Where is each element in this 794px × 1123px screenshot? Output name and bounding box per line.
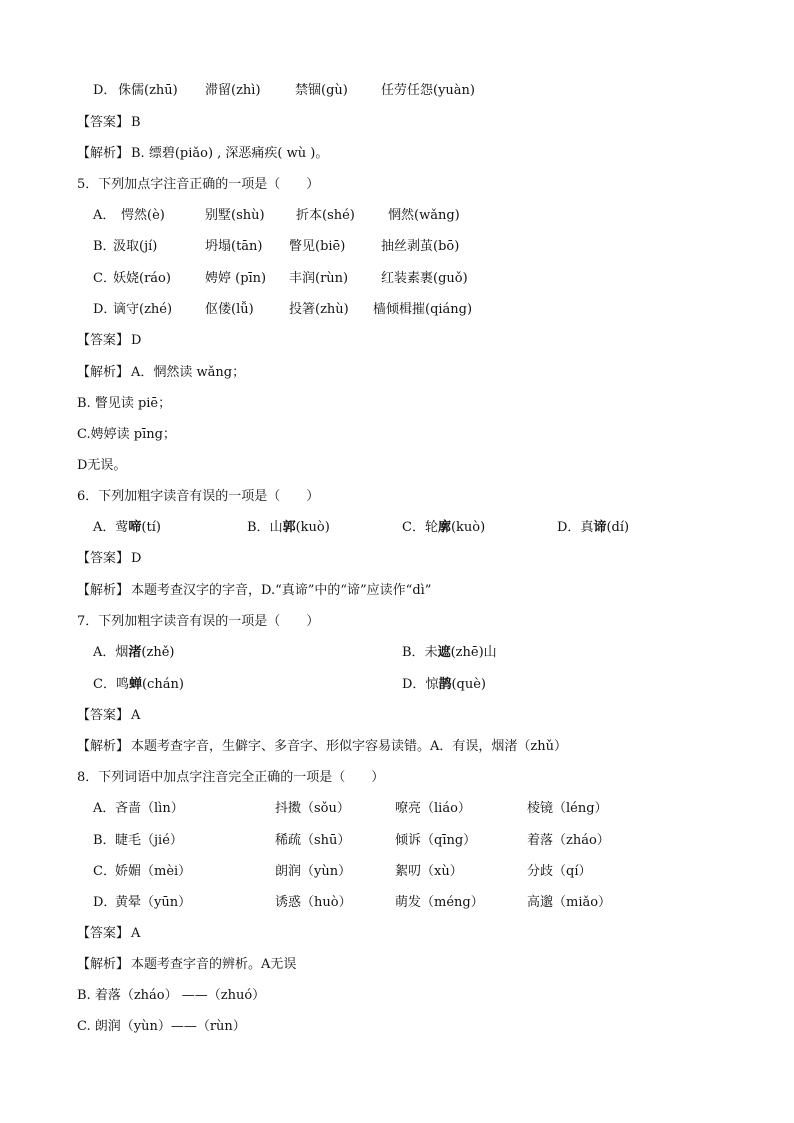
option-label: A． [93,520,116,535]
analysis-text: D无误。 [77,458,127,473]
pinyin: (zhě) [141,645,175,660]
option-item: 朗润（yùn） [275,864,352,879]
q5-option-b [0,236,794,258]
option-label: D． [93,302,117,317]
bold-char: 谛 [593,520,607,535]
q5-option-a [0,205,794,227]
option-item: 坍塌(tān) [205,239,263,254]
option-item: 诱惑（huò） [275,895,352,910]
analysis-tag: 【解析】 [77,583,130,598]
option-item: 瞥见(biē) [289,239,346,254]
q6-analysis [0,580,794,602]
option-item: 着落（zháo） [527,833,610,848]
option-label: A． [93,645,116,660]
option-item: 吝啬（lìn） [115,801,184,816]
analysis-text: C.娉婷读 pīng； [77,427,176,442]
option-item: 抽丝剥茧(bō) [381,239,460,254]
q6-stem [0,486,794,508]
option-word: 轮 [424,520,438,535]
option-item: 惘然(wǎng) [388,208,460,223]
option-label: A． [93,801,116,816]
answer-tag: 【答案】 [77,333,130,348]
option-item: 高邈（miǎo） [527,895,612,910]
option-item: 娇媚（mèi） [115,864,192,879]
answer-value: B [131,115,141,130]
q5-option-d [0,299,794,321]
option-item: 分歧（qí） [527,864,592,879]
bold-char: 郭 [282,520,296,535]
q7-stem [0,611,794,633]
q8-analysis [0,954,794,976]
option-b [402,642,497,664]
option-word: 山 [269,520,283,535]
question-stem: 6．下列加粗字读音有误的一项是（ ） [77,489,320,504]
option-item: 絮叨（xù） [395,864,463,879]
pinyin: (chán) [141,677,184,692]
option-item: 任劳任怨(yuàn) [381,83,475,98]
option-item: 红装素裹(guǒ) [381,271,468,286]
option-item: 愕然(è) [121,208,165,223]
option-item: 娉婷 (pīn) [205,271,267,286]
option-word: 烟 [115,645,129,660]
question-stem: 7．下列加粗字读音有误的一项是（ ） [77,614,320,629]
option-item: 谪守(zhé) [113,302,173,317]
pinyin: (dí) [606,520,630,535]
bold-char: 渚 [128,645,142,660]
option-a [93,517,161,539]
q5-answer [0,330,794,352]
option-label: D． [557,520,581,535]
option-item: 妖娆(ráo) [113,271,171,286]
pinyin: (kuò) [450,520,486,535]
q5-analysis-line [0,455,794,477]
q7-analysis [0,736,794,758]
option-item: 禁锢(gù) [295,83,348,98]
option-item: 棱镜（léng） [527,801,608,816]
q7-answer [0,705,794,727]
analysis-text: B. 瞥见读 piē； [77,396,172,411]
pinyin: (kuò) [295,520,330,535]
option-item: 折本(shé) [296,208,355,223]
option-label: B． [402,645,425,660]
q8-answer [0,923,794,945]
option-item: 黄晕（yūn） [115,895,192,910]
option-item: 抖擞（sǒu） [275,801,350,816]
analysis-text: C. 朗润（yùn）——（rùn） [77,1019,246,1034]
analysis-text: B. 着落（zháo） ——（zhuó） [77,988,266,1003]
q8-analysis-line [0,985,794,1007]
pinyin: (zhē)山 [450,645,497,660]
pinyin: (què) [451,677,486,692]
analysis-tag: 【解析】 [77,739,130,754]
option-item: 睫毛（jié） [115,833,183,848]
answer-value: D [131,333,142,348]
option-a [93,642,174,664]
answer-value: D [131,551,142,566]
option-label: C． [93,677,116,692]
q8-option-b [0,830,794,852]
analysis-tag: 【解析】 [77,957,130,972]
question-stem: 8．下列词语中加点字注音完全正确的一项是（ ） [77,770,385,785]
q6-answer [0,548,794,570]
q4-answer [0,112,794,134]
question-stem: 5．下列加点字注音正确的一项是（ ） [77,177,320,192]
q4-analysis [0,143,794,165]
q8-option-c [0,861,794,883]
option-label: C． [93,271,116,286]
option-label: B． [93,833,116,848]
option-item: 樯倾楫摧(qiáng) [373,302,473,317]
option-word: 鸣 [115,677,129,692]
q7-options-row1 [0,642,794,664]
option-item: 倾诉（qīng） [395,833,477,848]
pinyin: (tí) [141,520,161,535]
option-label: C． [402,520,425,535]
q8-analysis-line [0,1016,794,1038]
answer-value: A [131,708,141,723]
q8-option-d [0,892,794,914]
option-word: 莺 [115,520,129,535]
q8-stem [0,767,794,789]
q5-option-c [0,268,794,290]
option-label: D． [93,83,117,98]
option-label: C． [93,864,116,879]
q8-option-a [0,798,794,820]
q6-options [0,517,794,539]
option-d [402,674,486,696]
option-b [247,517,330,539]
option-item: 汲取(jí) [113,239,158,254]
bold-char: 啼 [128,520,142,535]
option-item: 别墅(shù) [205,208,265,223]
option-word: 真 [580,520,594,535]
option-label: B． [93,239,116,254]
option-label: D． [93,895,117,910]
option-d [557,517,629,539]
analysis-text: 本题考查汉字的字音，D.“真谛”中的“谛”应读作“dì” [131,583,432,598]
q5-analysis [0,362,794,384]
q5-stem [0,174,794,196]
analysis-text: B. 缥碧(piǎo) , 深恶痛疾( wù )。 [131,146,329,161]
analysis-text: 本题考查字音，生僻字、多音字、形似字容易读错。A．有误，烟渚（zhǔ） [131,739,567,754]
answer-value: A [131,926,141,941]
option-label: D． [402,677,426,692]
option-item: 丰润(rùn) [289,271,349,286]
option-item: 滞留(zhì) [205,83,261,98]
q4-option-d [0,80,794,102]
q5-analysis-line [0,424,794,446]
answer-tag: 【答案】 [77,551,130,566]
bold-char: 廓 [437,520,451,535]
q5-analysis-line [0,393,794,415]
option-c [93,674,184,696]
option-item: 投箸(zhù) [289,302,349,317]
option-label: B． [247,520,270,535]
option-c [402,517,485,539]
option-item: 伛偻(lǚ) [205,302,254,317]
option-item: 侏儒(zhū) [118,83,178,98]
option-item: 嘹亮（liáo） [395,801,471,816]
answer-tag: 【答案】 [77,115,130,130]
bold-char: 遮 [437,645,451,660]
q7-options-row2 [0,674,794,696]
option-item: 稀疏（shū） [275,833,351,848]
analysis-tag: 【解析】 [77,146,130,161]
bold-char: 蝉 [128,677,142,692]
answer-tag: 【答案】 [77,926,130,941]
option-word: 惊 [425,677,439,692]
analysis-text: A．惘然读 wǎng； [131,365,246,380]
analysis-tag: 【解析】 [77,365,130,380]
option-word: 未 [424,645,438,660]
answer-tag: 【答案】 [77,708,130,723]
option-label: A． [93,208,116,223]
option-item: 萌发（méng） [395,895,484,910]
bold-char: 鹊 [438,677,452,692]
analysis-text: 本题考查字音的辨析。A无误 [131,957,297,972]
